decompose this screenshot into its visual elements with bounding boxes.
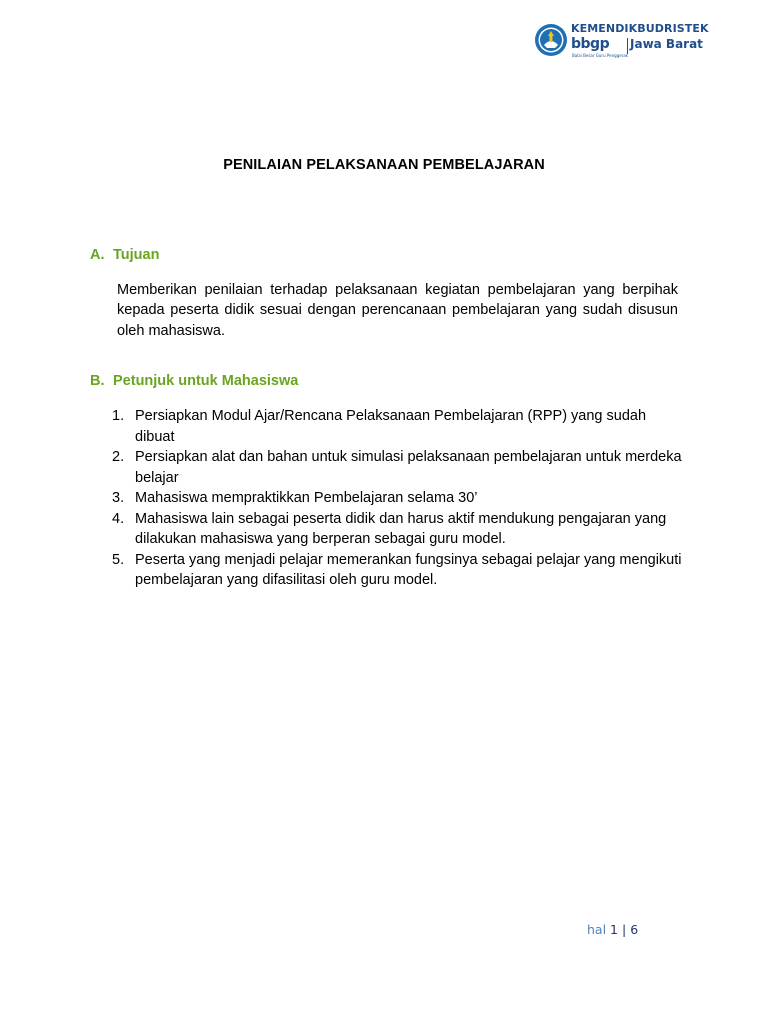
list-item-text: Mahasiswa mempraktikkan Pembelajaran selama 30’ [135, 490, 478, 506]
tujuan-paragraph: Memberikan penilaian terhadap pelaksanaan kegiatan pembelajaran yang berpihak kepada peserta didik sesuai dengan perencanaan pembelajaran yang sudah disusun oleh mahasiswa. [117, 282, 678, 339]
list-item-number: 1. [112, 408, 125, 424]
logo-brand-text: bbgp [571, 36, 610, 52]
list-item-number: 5. [112, 551, 125, 568]
section-heading-petunjuk [90, 373, 298, 389]
list-item-text: Persiapkan alat dan bahan untuk simulasi pelaksanaan pembelajaran untuk merdeka belajar [135, 449, 682, 486]
document-title: PENILAIAN PELAKSANAAN PEMBELAJARAN [223, 157, 545, 173]
total-pages: 6 [630, 922, 639, 937]
section-letter: A. [90, 247, 105, 263]
list-item [112, 447, 682, 488]
logo-region-text: Jawa Barat [630, 37, 703, 51]
page-label: hal [587, 922, 607, 937]
list-item [112, 406, 682, 447]
list-item-text: Peserta yang menjadi pelajar memerankan fungsinya sebagai pelajar yang mengikuti pembelajaran yang difasilitasi oleh guru model. [135, 551, 682, 588]
list-item [112, 488, 682, 509]
logo-divider [627, 38, 628, 54]
list-item-number: 3. [112, 490, 125, 506]
section-heading-text: Tujuan [113, 247, 160, 263]
tut-wuri-handayani-emblem-icon [534, 23, 568, 57]
list-item [112, 509, 682, 550]
petunjuk-list [112, 406, 682, 591]
current-page: 1 [610, 922, 618, 937]
list-item-text: Persiapkan Modul Ajar/Rencana Pelaksanaan Pembelajaran (RPP) yang sudah dibuat [135, 408, 647, 445]
section-letter: B. [90, 373, 105, 389]
kemendikbudristek-bbgp-logo [534, 20, 709, 62]
page-separator: | [621, 922, 627, 937]
logo-ministry-text: KEMENDIKBUDRISTEK [571, 22, 709, 35]
section-heading-text: Petunjuk untuk Mahasiswa [113, 373, 299, 389]
list-item-number: 4. [112, 510, 125, 527]
page-number-footer [587, 922, 638, 937]
list-item-text: Mahasiswa lain sebagai peserta didik dan harus aktif mendukung pengajaran yang dilakukan mahasiswa yang berperan sebagai guru model. [135, 510, 667, 547]
list-item-number: 2. [112, 449, 125, 465]
section-heading-tujuan [90, 247, 159, 263]
list-item [112, 550, 682, 591]
logo-tagline-text: Balai Besar Guru Penggerak [572, 53, 629, 58]
